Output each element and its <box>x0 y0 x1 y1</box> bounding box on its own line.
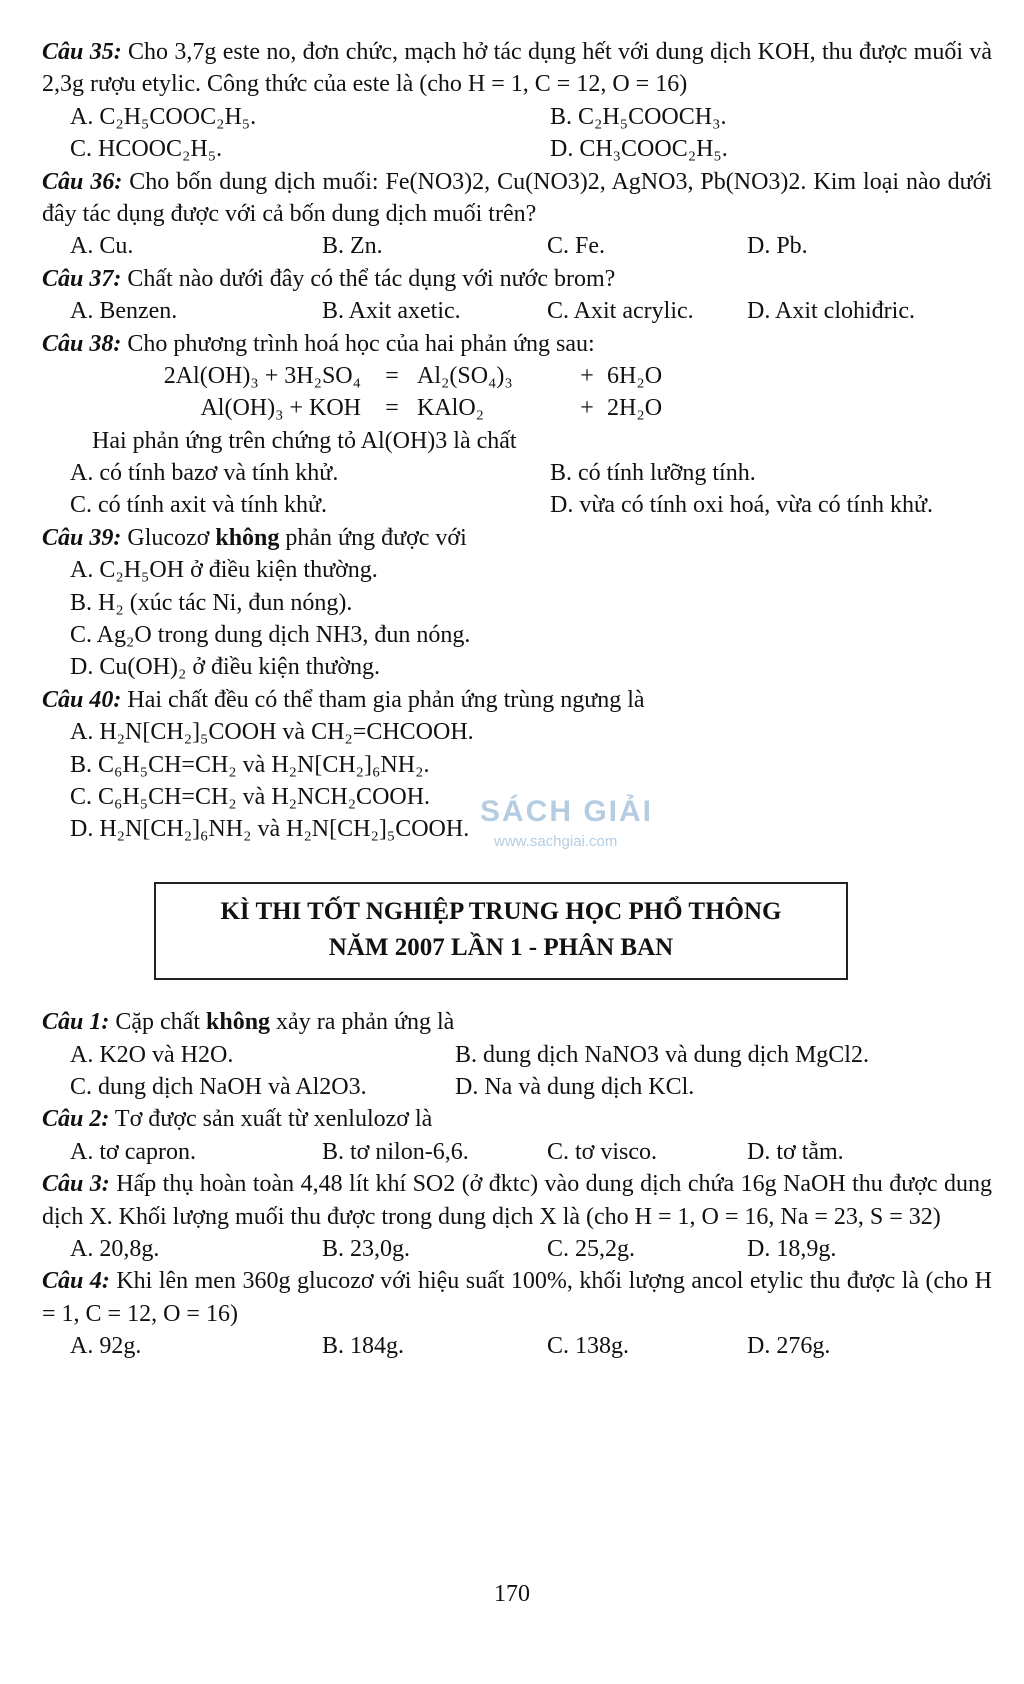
option-a: A. 20,8g. <box>70 1236 160 1262</box>
question-text: Cho 3,7g este no, đơn chức, mạch hở tác dụng hết với dung dịch KOH, thu được muối và 2,3g rượu etylic. Công thức của este là (cho H = 1, C = 12, O = 16) <box>42 39 992 98</box>
exam-title-box <box>154 882 848 981</box>
option-a: A. Benzen. <box>70 298 178 325</box>
option-c: C. dung dịch NaOH và Al2O3. <box>70 1074 367 1101</box>
question-35 <box>42 36 992 166</box>
question-4 <box>42 1265 992 1362</box>
option-b: B. có tính lưỡng tính. <box>550 460 756 487</box>
option-d: D. 18,9g. <box>747 1236 837 1262</box>
option-b: B. 23,0g. <box>322 1236 411 1262</box>
question-36 <box>42 166 992 263</box>
option-d: D. CH₃COOC₂H₅. <box>550 136 728 163</box>
question-38 <box>42 328 992 522</box>
option-b: B. C₂H₅COOCH₃. <box>550 103 727 130</box>
question-label: Câu 40: <box>42 686 122 713</box>
equation-reactants: Al(OH)₃ + KOH <box>200 395 361 422</box>
question-1 <box>42 1006 992 1103</box>
option-b: B. tơ nilon-6,6. <box>322 1138 469 1165</box>
question-label: Câu 3: <box>42 1171 110 1198</box>
question-note: Hai phản ứng trên chứng tỏ Al(OH)3 là chất <box>92 427 517 454</box>
question-label: Câu 4: <box>42 1268 110 1295</box>
option-b: B. Zn. <box>322 233 383 260</box>
question-text: Chất nào dưới đây có thể tác dụng với nước brom? <box>121 265 616 292</box>
question-text: Khi lên men 360g glucozơ với hiệu suất 100%, khối lượng ancol etylic thu được là (cho H = 1, C = 12, O = 16) <box>42 1268 992 1327</box>
option-a: A. C₂H₅COOC₂H₅. <box>70 103 257 130</box>
option-a: A. 92g. <box>70 1333 142 1360</box>
question-text: Cho bốn dung dịch muối: Fe(NO3)2, Cu(NO3)2, AgNO3, Pb(NO3)2. Kim loại nào dưới đây tác dụng được với cả bốn dung dịch muối trên? <box>42 168 992 227</box>
option-a: A. K2O và H2O. <box>70 1041 234 1068</box>
option-c: C. Fe. <box>547 233 606 260</box>
option-b: B. C₆H₅CH=CH₂ và H₂N[CH₂]₆NH₂. <box>70 751 430 778</box>
option-d: D. 276g. <box>747 1333 831 1360</box>
question-label: Câu 36: <box>42 168 123 195</box>
question-text-pre: Cặp chất <box>109 1009 206 1036</box>
question-label: Câu 38: <box>42 330 122 357</box>
question-label: Câu 39: <box>42 524 122 551</box>
exam-title-line-1: KÌ THI TỐT NGHIỆP TRUNG HỌC PHỔ THÔNG <box>220 897 782 925</box>
option-d: D. Na và dung dịch KCl. <box>455 1074 695 1101</box>
option-c: C. 138g. <box>547 1333 630 1360</box>
option-b: B. H₂ (xúc tác Ni, đun nóng). <box>70 589 353 616</box>
question-text: Hai chất đều có thể tham gia phản ứng trùng ngưng là <box>121 686 645 713</box>
question-text-post: xảy ra phản ứng là <box>270 1009 455 1036</box>
equation-equals: = <box>385 395 399 422</box>
exam-title-line-2: NĂM 2007 LẦN 1 - PHÂN BAN <box>328 934 674 962</box>
question-3 <box>42 1168 992 1265</box>
option-c: C. HCOOC₂H₅. <box>70 136 223 163</box>
option-a: A. Cu. <box>70 233 134 260</box>
option-c: C. Axit acrylic. <box>547 298 694 325</box>
equation-product-1: KAlO₂ <box>417 395 485 422</box>
equation-equals: = <box>385 362 399 389</box>
option-d: D. vừa có tính oxi hoá, vừa có tính khử. <box>550 492 933 519</box>
question-keyword: không <box>206 1009 271 1036</box>
option-c: C. 25,2g. <box>547 1236 636 1262</box>
watermark-url: www.sachgiai.com <box>494 833 618 850</box>
option-a: A. H₂N[CH₂]₅COOH và CH₂=CHCOOH. <box>70 719 474 746</box>
question-text-pre: Glucozơ <box>121 524 216 551</box>
page-number: 170 <box>494 1581 530 1607</box>
option-d: D. Pb. <box>747 233 808 260</box>
option-a: A. C₂H₅OH ở điều kiện thường. <box>70 557 378 584</box>
equation-product-2: 2H₂O <box>607 395 663 422</box>
option-b: B. dung dịch NaNO3 và dung dịch MgCl2. <box>455 1041 869 1068</box>
option-d: D. Cu(OH)₂ ở điều kiện thường. <box>70 654 381 681</box>
question-37 <box>42 263 992 328</box>
equation-product-1: Al₂(SO₄)₃ <box>417 362 513 389</box>
option-d: D. tơ tằm. <box>747 1138 844 1165</box>
question-2 <box>42 1103 992 1168</box>
question-39 <box>42 522 992 684</box>
equation-reactants: 2Al(OH)₃ + 3H₂SO₄ <box>163 362 361 389</box>
exam-section <box>42 1006 992 1362</box>
question-keyword: không <box>215 524 280 551</box>
option-d: D. Axit clohiđric. <box>747 298 915 325</box>
option-d: D. H₂N[CH₂]₆NH₂ và H₂N[CH₂]₅COOH. <box>70 816 470 843</box>
question-label: Câu 2: <box>42 1106 110 1133</box>
question-text: Tơ được sản xuất từ xenlulozơ là <box>109 1106 433 1133</box>
option-c: C. tơ visco. <box>547 1138 658 1165</box>
question-label: Câu 37: <box>42 265 122 292</box>
page-content <box>42 36 992 1363</box>
equation-product-2: 6H₂O <box>607 362 663 389</box>
watermark <box>480 792 654 850</box>
question-text: Hấp thụ hoàn toàn 4,48 lít khí SO2 (ở đktc) vào dung dịch chứa 16g NaOH thu được dung dịch X. Khối lượng muối thu được trong dung dịch X là (cho H = 1, O = 16, Na = 23, S = 32) <box>42 1171 992 1230</box>
question-text: Cho phương trình hoá học của hai phản ứng sau: <box>121 330 595 357</box>
option-c: C. có tính axit và tính khử. <box>70 492 327 519</box>
option-a: A. tơ capron. <box>70 1138 196 1165</box>
option-a: A. có tính bazơ và tính khử. <box>70 460 339 487</box>
option-c: C. Ag₂O trong dung dịch NH3, đun nóng. <box>70 622 471 649</box>
equation-plus: + <box>580 362 594 389</box>
equation-1 <box>42 360 992 392</box>
question-text-post: phản ứng được với <box>279 524 467 551</box>
option-c: C. C₆H₅CH=CH₂ và H₂NCH₂COOH. <box>70 783 431 810</box>
equation-2 <box>42 392 992 424</box>
option-b: B. Axit axetic. <box>322 298 461 325</box>
watermark-logo-text: SÁCH GIẢI <box>480 795 654 828</box>
question-label: Câu 1: <box>42 1009 110 1036</box>
equation-plus: + <box>580 395 594 422</box>
question-label: Câu 35: <box>42 39 122 65</box>
option-b: B. 184g. <box>322 1333 405 1360</box>
